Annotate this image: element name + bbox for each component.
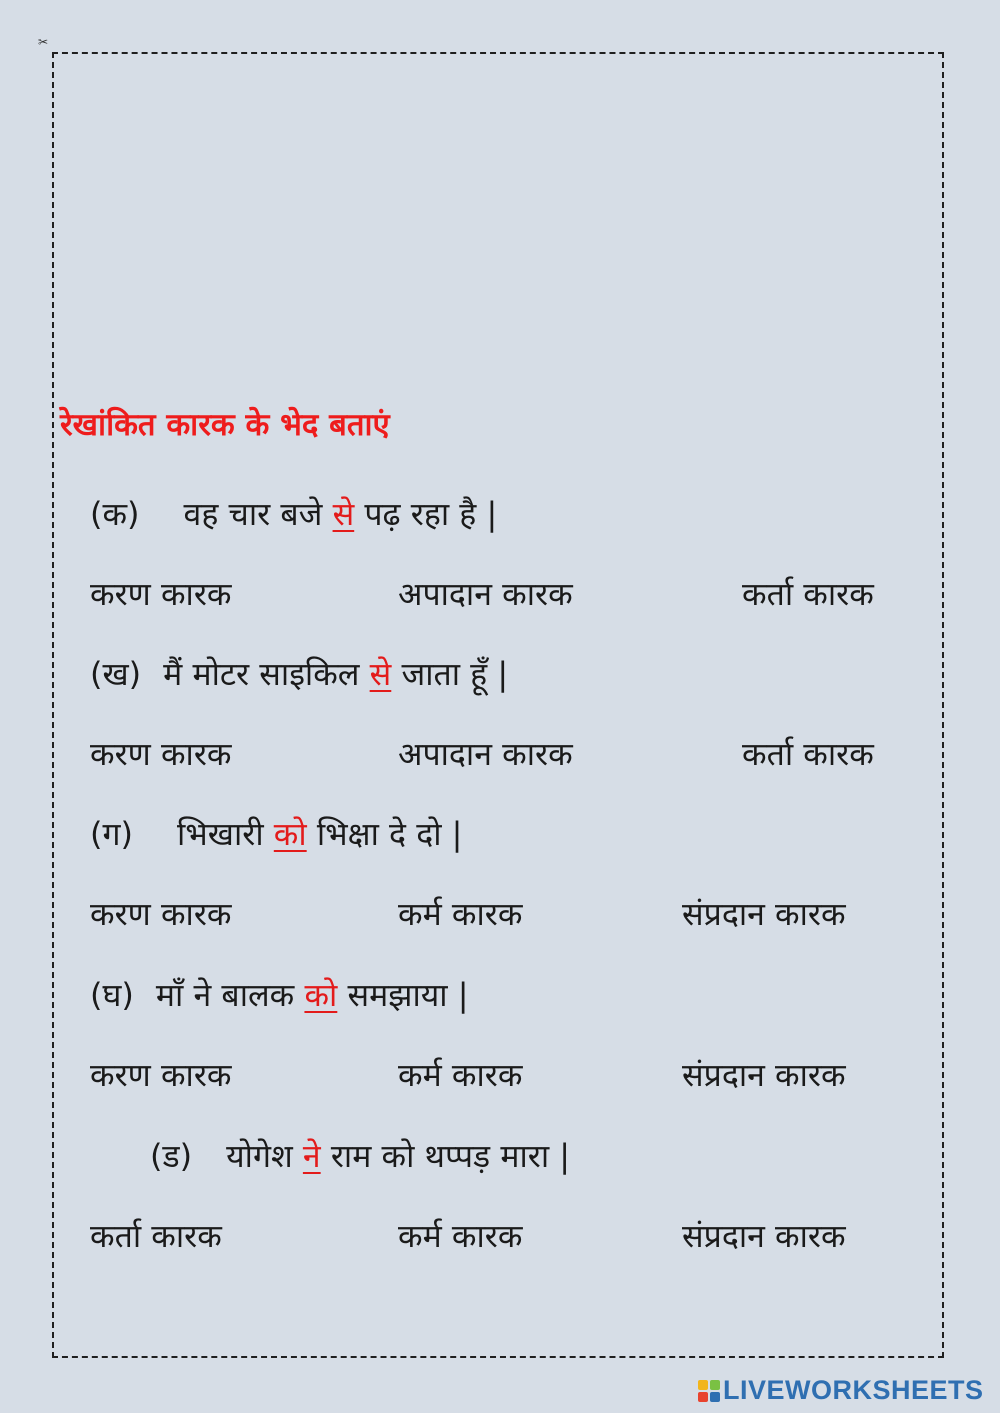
option-2a[interactable]: करण कारक — [90, 735, 232, 773]
option-3a[interactable]: करण कारक — [90, 895, 232, 933]
scissors-icon: ✂ — [38, 35, 49, 49]
option-4b[interactable]: कर्म कारक — [398, 1056, 523, 1094]
highlighted-word: को — [273, 815, 307, 853]
question-4 — [90, 976, 469, 1014]
highlighted-word: को — [304, 976, 338, 1014]
question-text-after: भिक्षा दे दो | — [306, 815, 463, 853]
question-text-before: माँ ने बालक — [155, 976, 305, 1014]
question-label: (क) — [90, 495, 140, 533]
option-5c[interactable]: संप्रदान कारक — [682, 1217, 846, 1255]
question-3 — [90, 815, 463, 853]
question-text-before: मैं मोटर साइकिल — [163, 655, 370, 693]
liveworksheets-brand — [698, 1377, 984, 1404]
option-2b[interactable]: अपादान कारक — [398, 735, 573, 773]
worksheet-heading: रेखांकित कारक के भेद बताएं — [60, 407, 390, 443]
option-3b[interactable]: कर्म कारक — [398, 895, 523, 933]
question-text-after: जाता हूँ | — [391, 655, 509, 693]
question-1 — [90, 495, 498, 533]
question-label: (ख) — [90, 655, 142, 693]
question-label: (ड) — [150, 1137, 193, 1175]
option-4a[interactable]: करण कारक — [90, 1056, 232, 1094]
question-label: (घ) — [90, 976, 134, 1014]
question-text-after: राम को थप्पड़ मारा | — [320, 1137, 571, 1175]
question-label: (ग) — [90, 815, 133, 853]
question-text-before: वह चार बजे — [183, 495, 333, 533]
option-4c[interactable]: संप्रदान कारक — [682, 1056, 846, 1094]
option-5b[interactable]: कर्म कारक — [398, 1217, 523, 1255]
option-1b[interactable]: अपादान कारक — [398, 575, 573, 613]
question-2 — [90, 655, 509, 693]
highlighted-word: ने — [302, 1137, 321, 1175]
question-text-after: पढ़ रहा है | — [354, 495, 498, 533]
option-1a[interactable]: करण कारक — [90, 575, 232, 613]
highlighted-word: से — [332, 495, 355, 533]
brand-text: LIVEWORKSHEETS — [723, 1375, 984, 1405]
question-text-after: समझाया | — [337, 976, 469, 1014]
question-text-before: भिखारी — [177, 815, 274, 853]
question-5 — [150, 1137, 571, 1175]
option-3c[interactable]: संप्रदान कारक — [682, 895, 846, 933]
liveworksheets-logo-icon — [698, 1380, 720, 1402]
option-1c[interactable]: कर्ता कारक — [742, 575, 874, 613]
option-5a[interactable]: कर्ता कारक — [90, 1217, 222, 1255]
highlighted-word: से — [369, 655, 392, 693]
option-2c[interactable]: कर्ता कारक — [742, 735, 874, 773]
question-text-before: योगेश — [226, 1137, 303, 1175]
